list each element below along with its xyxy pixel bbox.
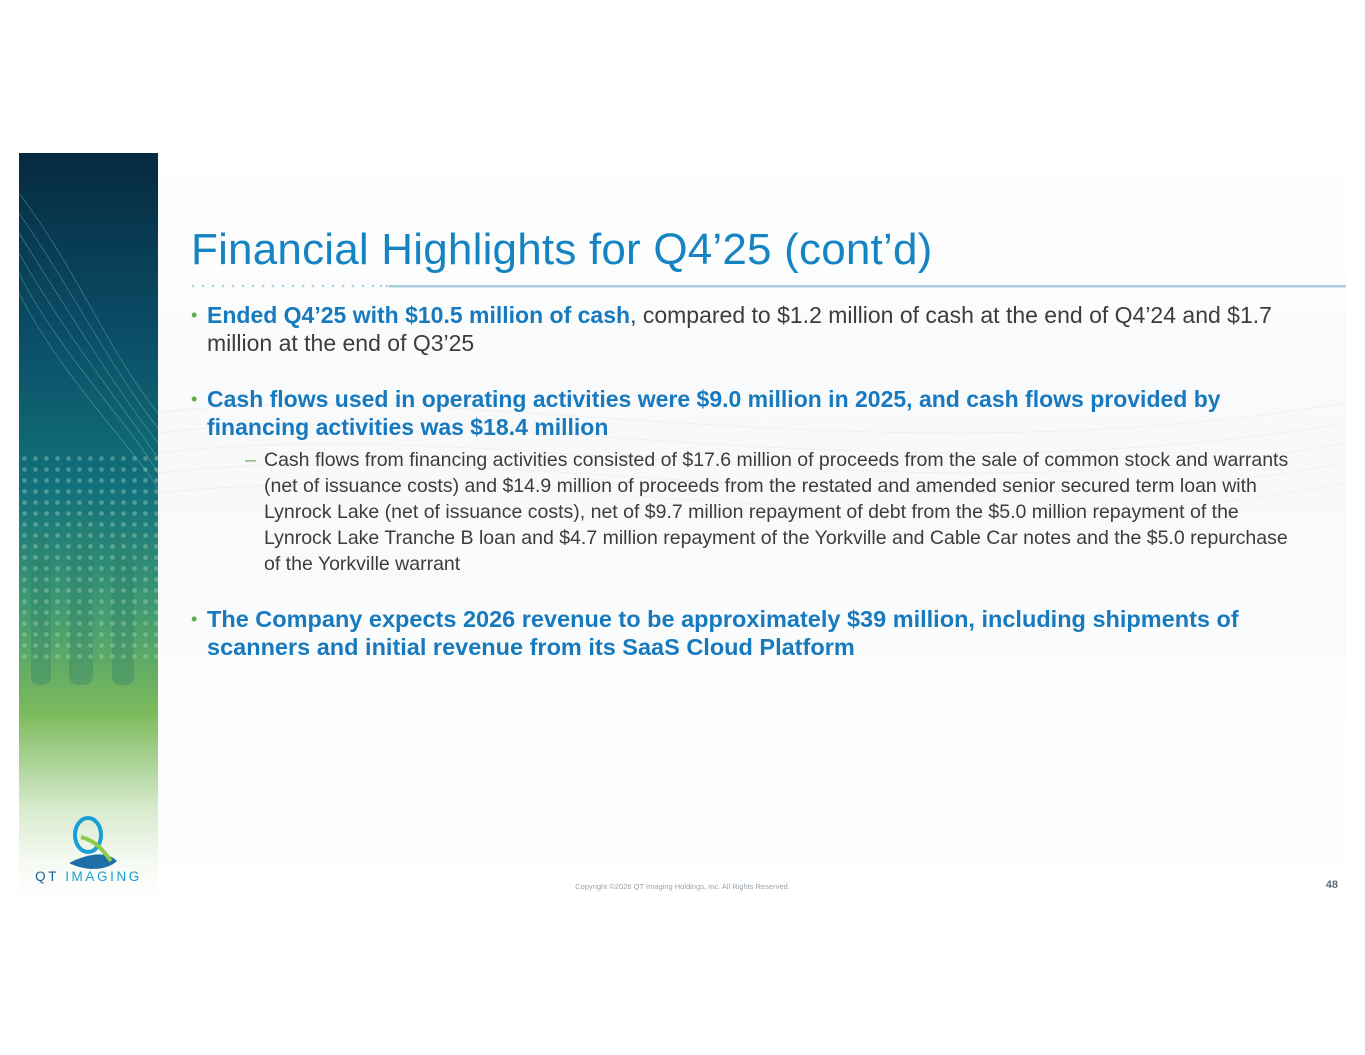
dot-pattern: [19, 453, 158, 663]
bullet-dot: •: [191, 389, 198, 409]
sub-bullet-financing: [207, 447, 1291, 577]
sub-bullet-dash: –: [245, 449, 256, 471]
bullet-dot: •: [191, 305, 198, 325]
title-divider: [191, 284, 1346, 288]
bullet-cash-flows-emphasis: Cash flows used in operating activities were $9.0 million in 2025, and cash flows provided by financing activities was $18.4 million: [207, 386, 1221, 440]
bullet-dot: •: [191, 609, 198, 629]
page-number: 48: [1325, 879, 1338, 891]
bullet-list: [191, 301, 1291, 689]
bullet-cash-flows: [191, 385, 1291, 577]
bullet-cash-emphasis: Ended Q4’25 with $10.5 million of cash: [207, 302, 631, 328]
logo-qt: QT: [35, 869, 59, 884]
bullet-cash: [191, 301, 1291, 357]
page-title: Financial Highlights for Q4’25 (cont’d): [191, 225, 933, 274]
copyright-footer: Copyright ©2026 QT Imaging Holdings, Inc. All Rights Reserved.: [575, 882, 790, 891]
logo-imaging: IMAGING: [65, 869, 142, 884]
bullet-cash-text: , compared to $1.2 million of cash at the end of Q4’24 and $1.7 million at the end of Q3’25: [207, 302, 1272, 356]
sidebar-banner: [19, 153, 158, 900]
bullet-revenue-emphasis: The Company expects 2026 revenue to be approximately $39 million, including shipments of scanners and initial revenue from its SaaS Cloud Platform: [207, 606, 1239, 660]
slide: [19, 153, 1346, 900]
sub-bullet-financing-text: Cash flows from financing activities consisted of $17.6 million of proceeds from the sale of common stock and warrants (net of issuance costs) and $14.9 million of proceeds from the restated and amended senior secured term loan with Lynrock Lake (net of issuance costs), net of $9.7 million repayment of debt from the $5.0 million repayment of the Lynrock Lake Tranche B loan and $4.7 million repayment of the Yorkville and Cable Car notes and the $5.0 repurchase of the Yorkville warrant: [264, 449, 1289, 575]
bullet-revenue-guidance: [191, 605, 1291, 661]
